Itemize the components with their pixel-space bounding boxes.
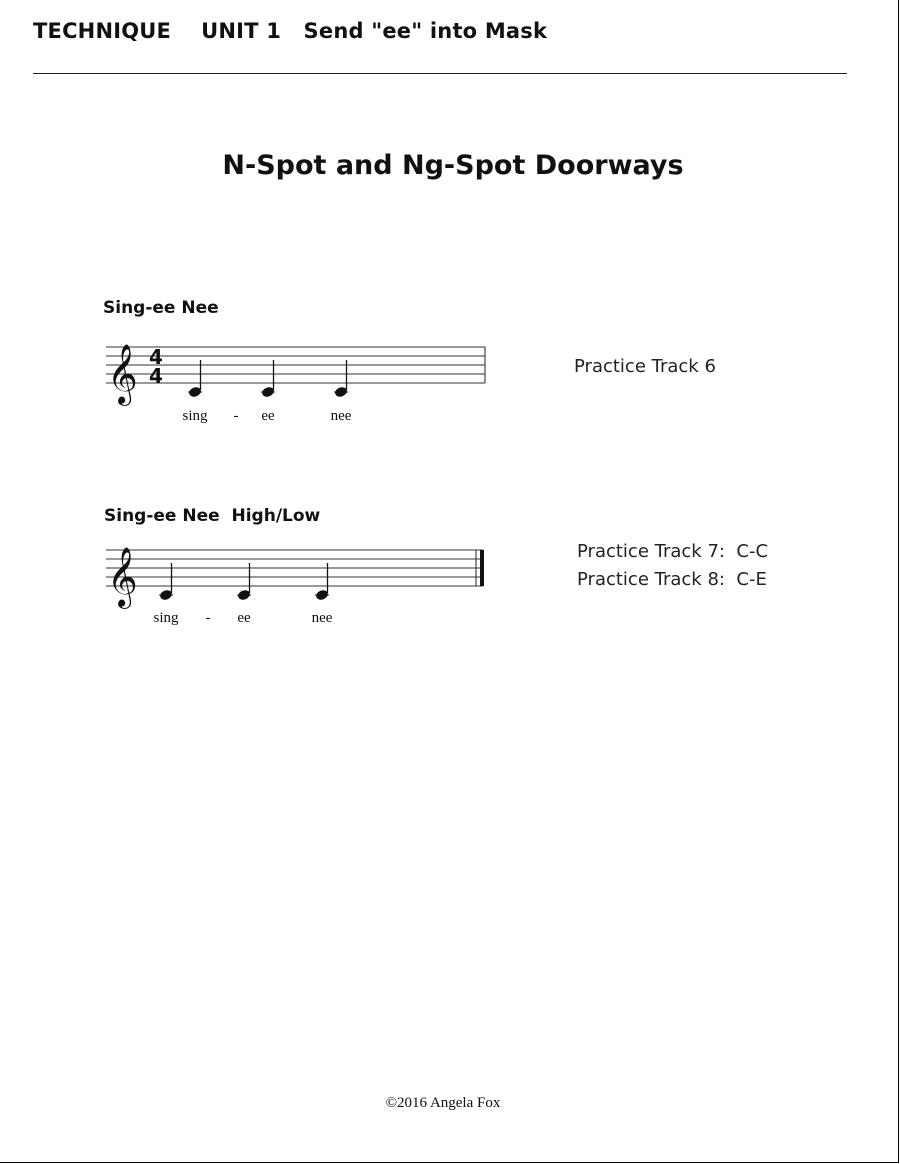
practice-track-7: Practice Track 7: C-C bbox=[577, 541, 769, 562]
page-title: N-Spot and Ng-Spot Doorways bbox=[222, 150, 684, 181]
note-3-icon bbox=[315, 563, 329, 601]
practice-track-8: Practice Track 8: C-E bbox=[577, 569, 767, 590]
lyric-2-sing: sing bbox=[153, 610, 179, 626]
time-signature-top: 4 bbox=[149, 345, 163, 369]
time-signature-bottom: 4 bbox=[149, 364, 163, 388]
staff-lines-2 bbox=[106, 550, 483, 586]
lyric-1-hyphen: - bbox=[233, 408, 239, 424]
practice-track-6: Practice Track 6 bbox=[574, 356, 716, 377]
lyric-2-hyphen: - bbox=[205, 610, 211, 626]
lyric-2-nee: nee bbox=[311, 610, 333, 626]
note-2-icon bbox=[237, 563, 251, 601]
lyric-1-nee: nee bbox=[330, 408, 352, 424]
copyright-footer: ©2016 Angela Fox bbox=[385, 1095, 501, 1111]
unit-header: TECHNIQUE UNIT 1 Send "ee" into Mask bbox=[33, 19, 548, 43]
note-1-icon bbox=[159, 563, 173, 601]
treble-clef-icon: 𝄞 bbox=[107, 344, 138, 404]
exercise-1-title: Sing-ee Nee bbox=[103, 298, 219, 318]
lyric-1-sing: sing bbox=[182, 408, 208, 424]
lyric-2-ee: ee bbox=[237, 610, 251, 626]
lyric-1-ee: ee bbox=[261, 408, 275, 424]
treble-clef-icon: 𝄞 bbox=[107, 547, 138, 607]
exercise-2-title: Sing-ee Nee High/Low bbox=[104, 506, 321, 526]
